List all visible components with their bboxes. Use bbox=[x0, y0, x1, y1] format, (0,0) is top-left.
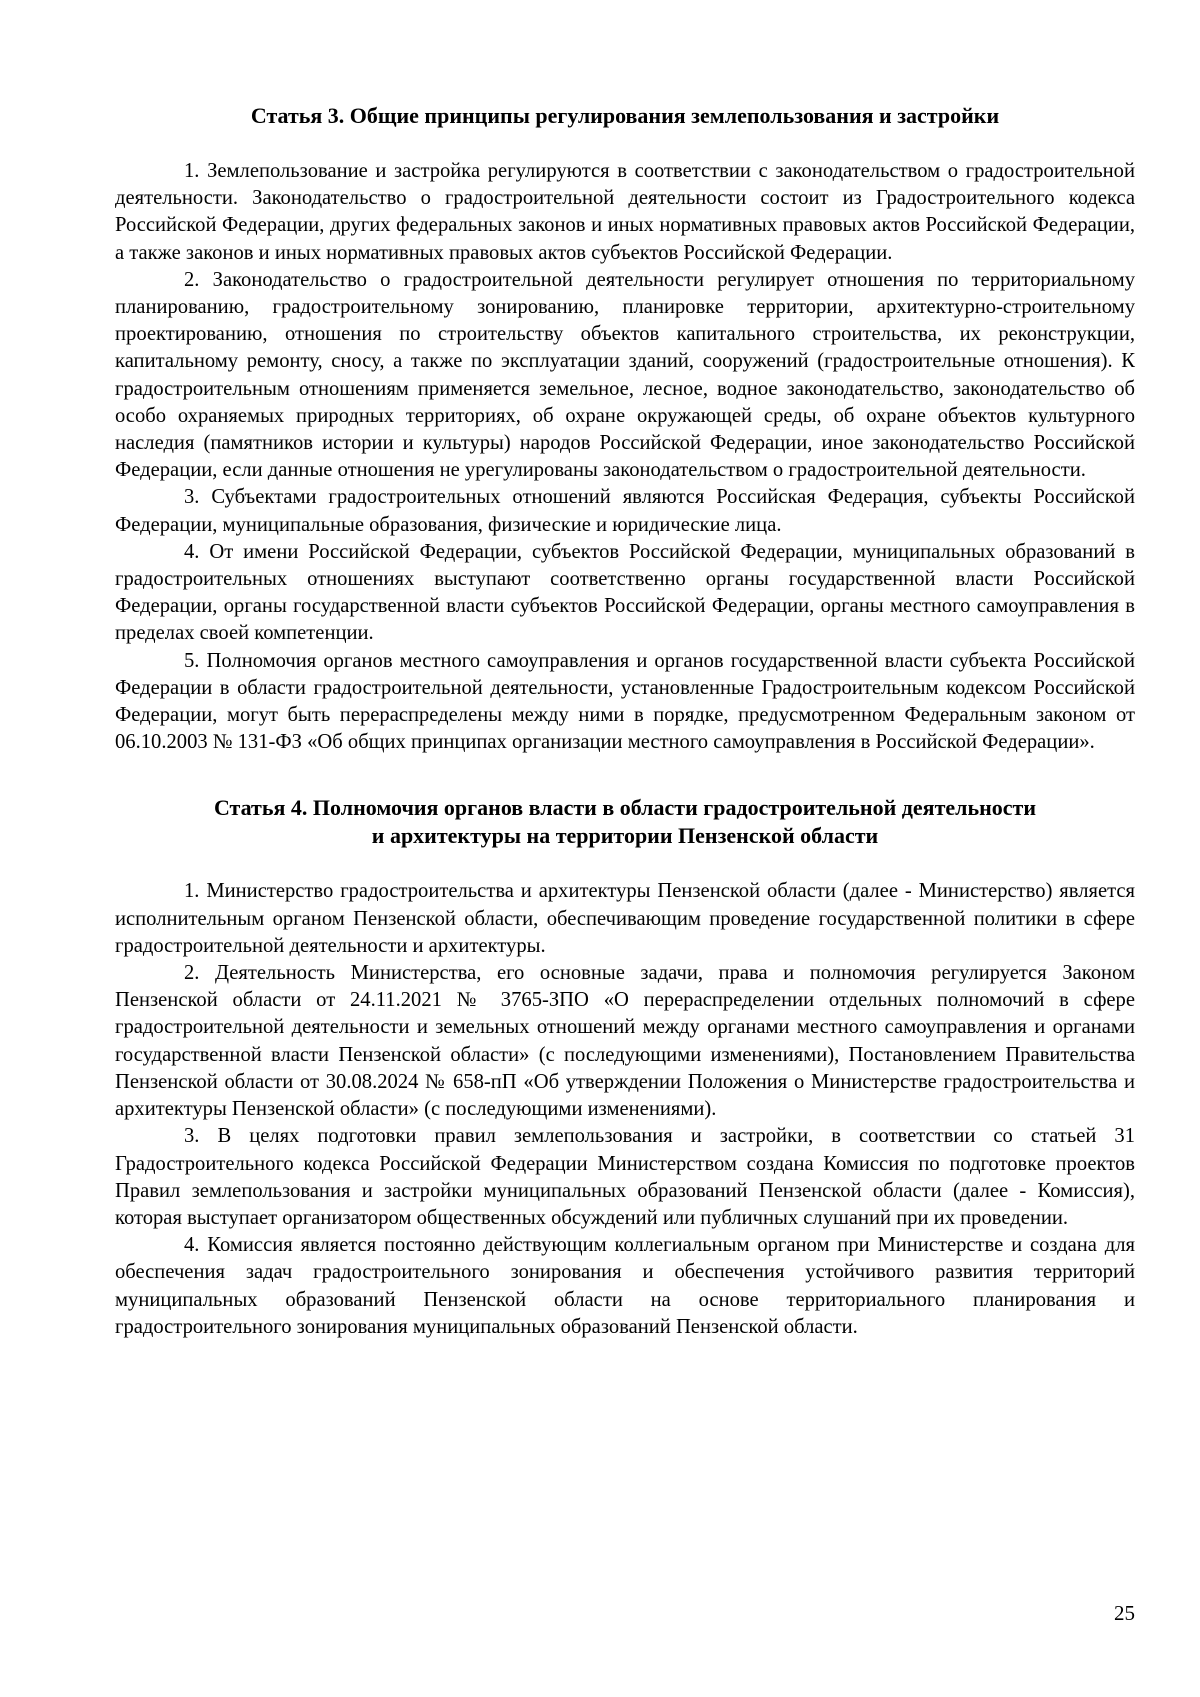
article-4-paragraph-3: 3. В целях подготовки правил землепользования и застройки, в соответствии со статьей 31 Градостроительного кодекса Российской Федерации Министерством создана Комиссия по подготовке проектов Правил землепользования и застройки муниципальных образований Пензенской области (далее - Комиссия), которая выступает организатором общественных обсуждений или публичных слушаний при их проведении. bbox=[115, 1125, 1135, 1229]
article-3-paragraph-5: 5. Полномочия органов местного самоуправления и органов государственной власти субъекта Российской Федерации в области градостроительной деятельности, установленные Градостроительным кодексом Российской Федерации, могут быть перераспределены между ними в порядке, предусмотренном Федеральным законом от 06.10.2003 № 131-ФЗ «Об общих принципах организации местного самоуправления в Российской Федерации». bbox=[115, 649, 1135, 754]
article-4-heading-line-2: и архитектуры на территории Пензенской области bbox=[371, 823, 879, 849]
article-3-paragraph-4: 4. От имени Российской Федерации, субъектов Российской Федерации, муниципальных образований в градостроительных отношениях выступают соответственно органы государственной власти Российской Федерации, органы государственной власти субъектов Российской Федерации, органы местного самоуправления в пределах своей компетенции. bbox=[115, 540, 1135, 645]
article-4-body bbox=[115, 878, 1135, 1340]
article-3-paragraph-3: 3. Субъектами градостроительных отношений являются Российская Федерация, субъекты Российской Федерации, муниципальные образования, физические и юридические лица. bbox=[115, 486, 1135, 536]
article-3-body bbox=[115, 158, 1135, 756]
article-3-heading: Статья 3. Общие принципы регулирования землепользования и застройки bbox=[250, 103, 1000, 128]
article-4-heading bbox=[115, 794, 1135, 850]
article-3-paragraph-1: 1. Землепользование и застройка регулируются в соответствии с законодательством о градостроительной деятельности. Законодательство о градостроительной деятельности состоит из Градостроительного кодекса Российской Федерации, других федеральных законов и иных нормативных правовых актов Российской Федерации, а также законов и иных нормативных правовых актов субъектов Российской Федерации. bbox=[115, 160, 1135, 264]
article-4-paragraph-4: 4. Комиссия является постоянно действующим коллегиальным органом при Министерстве и создана для обеспечения задач градостроительного зонирования и обеспечения устойчивого развития территорий муниципальных образований Пензенской области на основе территориального планирования и градостроительного зонирования муниципальных образований Пензенской области. bbox=[115, 1234, 1135, 1338]
article-4-paragraph-2: 2. Деятельность Министерства, его основные задачи, права и полномочия регулируется Законом Пензенской области от 24.11.2021 № 3765-ЗПО «О перераспределении отдельных полномочий в сфере градостроительной деятельности и земельных отношений между органами местного самоуправления и органами государственной власти Пензенской области» (с последующими изменениями), Постановлением Правительства Пензенской области от 30.08.2024 № 658-пП «Об утверждении Положения о Министерстве градостроительства и архитектуры Пензенской области» (с последующими изменениями). bbox=[115, 962, 1135, 1121]
article-3-paragraph-2: 2. Законодательство о градостроительной деятельности регулирует отношения по территориальному планированию, градостроительному зонированию, планировке территории, архитектурно-строительному проектированию, отношения по строительству объектов капитального строительства, их реконструкции, капитальному ремонту, сносу, а также по эксплуатации зданий, сооружений (градостроительные отношения). К градостроительным отношениям применяется земельное, лесное, водное законодательство, законодательство об особо охраняемых природных территориях, об охране окружающей среды, об охране объектов культурного наследия (памятников истории и культуры) народов Российской Федерации, иное законодательство Российской Федерации, если данные отношения не урегулированы законодательством о градостроительной деятельности. bbox=[115, 268, 1135, 482]
article-4-heading-line-1: Статья 4. Полномочия органов власти в области градостроительной деятельности bbox=[213, 795, 1037, 821]
document-page bbox=[115, 0, 1135, 1341]
page-number: 25 bbox=[1114, 1601, 1135, 1625]
article-4-paragraph-1: 1. Министерство градостроительства и архитектуры Пензенской области (далее - Министерство) является исполнительным органом Пензенской области, обеспечивающим проведение государственной политики в сфере градостроительной деятельности и архитектуры. bbox=[115, 880, 1135, 957]
